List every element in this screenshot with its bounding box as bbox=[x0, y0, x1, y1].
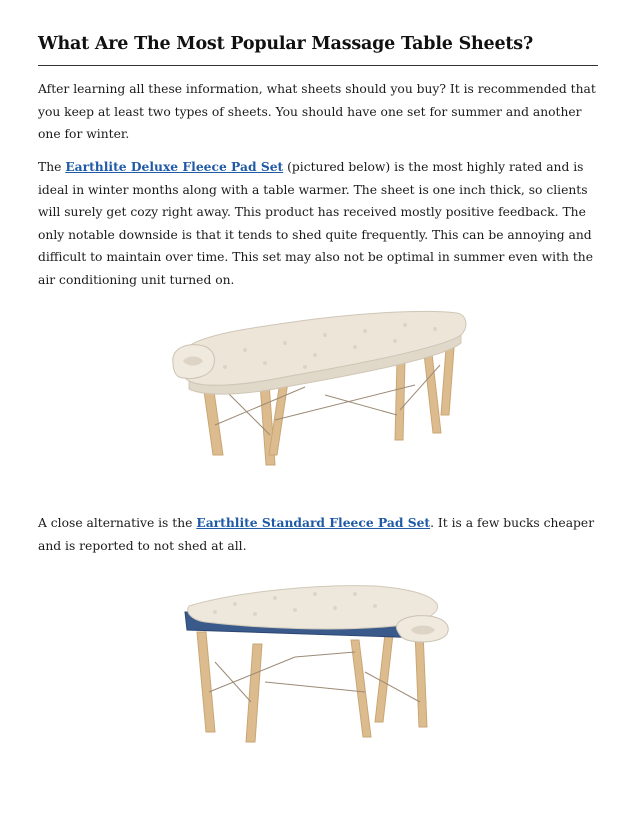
title-underline bbox=[38, 65, 598, 66]
deluxe-fleece-table-image bbox=[165, 305, 475, 475]
deluxe-text-after: (pictured below) is the most highly rated and is ideal in winter months along with a table warmer. The sheet is one inch thick, so clients will surely get cozy right away. This product has received mostly positive feedback. The only notable downside is that it tends to shed quite frequently. This can be annoying and difficult to maintain over time. This set may also not be optimal in summer even with the air conditioning unit turned on. bbox=[38, 160, 593, 287]
standard-text-before: A close alternative is the bbox=[38, 516, 197, 530]
deluxe-text-before: The bbox=[38, 160, 66, 174]
intro-paragraph: After learning all these information, what sheets should you buy? It is recommended that you keep at least two types of sheets. You should have one set for summer and another one for winter. bbox=[38, 82, 596, 141]
deluxe-fleece-link[interactable]: Earthlite Deluxe Fleece Pad Set bbox=[65, 159, 284, 174]
standard-fleece-link[interactable]: Earthlite Standard Fleece Pad Set bbox=[196, 515, 431, 530]
standard-text-after: . It is a few bucks cheaper and is reported to not shed at all. bbox=[38, 516, 595, 553]
standard-fleece-table-image bbox=[175, 582, 455, 757]
page-title: What Are The Most Popular Massage Table Sheets? bbox=[38, 34, 534, 54]
standard-paragraph bbox=[38, 512, 606, 557]
deluxe-paragraph bbox=[38, 156, 606, 291]
